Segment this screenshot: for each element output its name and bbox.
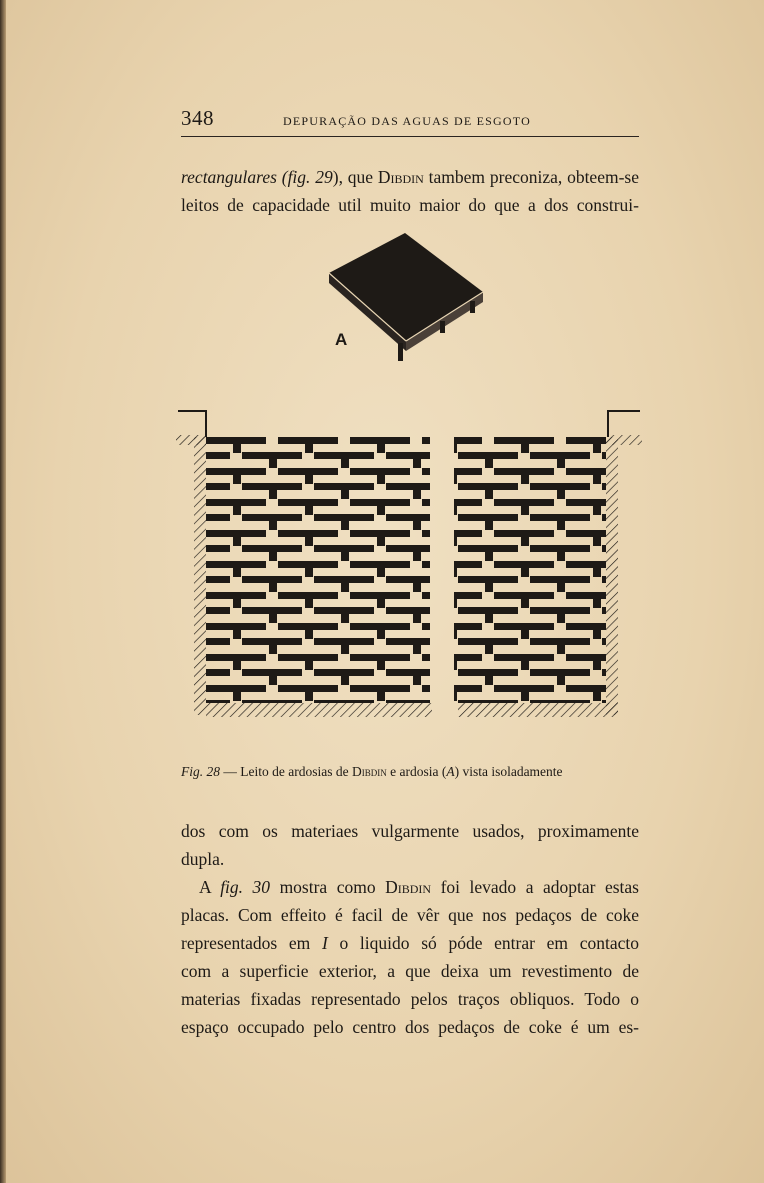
text-line: placas. Com effeito é facil de vêr que nos pedaços de coke xyxy=(181,905,639,925)
page-header xyxy=(181,106,639,137)
running-head: DEPURAÇÃO DAS AGUAS DE ESGOTO xyxy=(283,114,531,128)
page-edge xyxy=(0,0,6,1183)
text-line: leitos de capacidade util muito maior do que a dos construi- xyxy=(181,195,639,215)
label-a: A xyxy=(335,330,348,349)
text-line: A fig. 30 mostra como Dibdin foi levado a adoptar estas xyxy=(199,877,639,897)
text-line: dos com os materiaes vulgarmente usados, proximamente xyxy=(181,821,639,841)
top-paragraph xyxy=(181,163,639,219)
text-line: dupla. xyxy=(181,849,225,869)
text-line: representados em I o liquido só póde entrar em contacto xyxy=(181,933,639,953)
text-line: materias fixadas representado pelos traços obliquos. Todo o xyxy=(181,989,639,1009)
filter-bed-drawing xyxy=(176,411,642,717)
bottom-paragraph xyxy=(181,817,639,1041)
text-line: com a superficie exterior, a que deixa um revestimento de xyxy=(181,961,639,981)
text-line: rectangulares (fig. 29), que Dibdin tambem preconiza, obteem-se xyxy=(181,167,639,187)
slate-a-drawing xyxy=(329,233,483,361)
text-line: espaço occupado pelo centro dos pedaços de coke é um es- xyxy=(181,1017,639,1037)
page-number: 348 xyxy=(181,106,214,130)
figure-28-illustration xyxy=(170,225,650,745)
figure-caption: Fig. 28 — Leito de ardosias de Dibdin e ardosia (A) vista isoladamente xyxy=(181,764,563,779)
